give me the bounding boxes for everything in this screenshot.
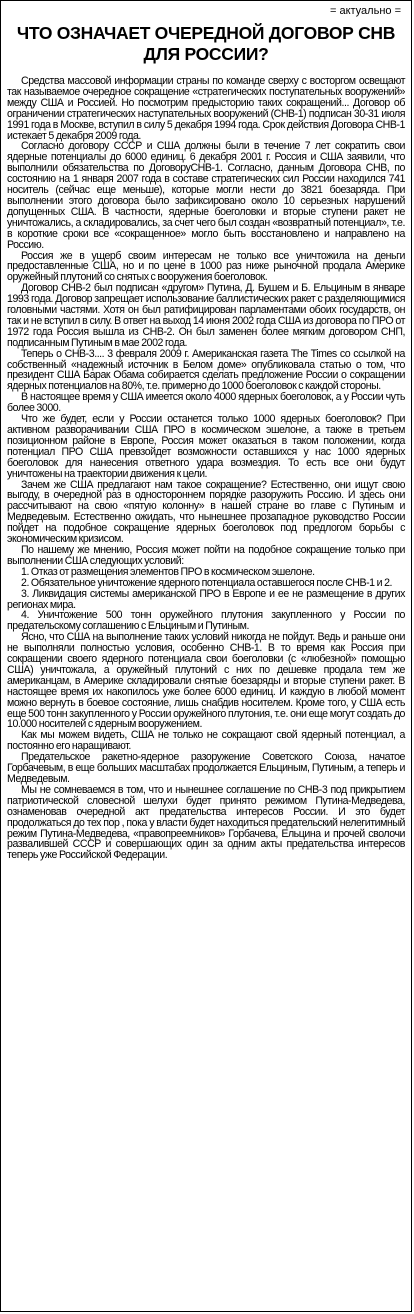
condition-item-3: 3. Ликвидация системы американской ПРО в Европе и ее не размещение в других регионах мира. [7,587,405,611]
paragraph-conclusion: Мы не сомневаемся в том, что и нынешнее соглашение по СНВ-3 под прикрытием патриотической словесной шелухи будет принято режимом Путина-Медведева, ознаменовав очередной акт предательства интересов России. И это будет продолжаться до тех пор , пока у власти будет находиться предательский нелегитимный режим Путина-Медведева, «правопреемников» Горбачева, Ельцина и прочей сволочи развалившей СССР и совершающих один за одним акты предательства интересов теперь уже Российской Федерации. [7,783,405,862]
paragraph-consequences: Что же будет, если у России останется только 1000 ядерных боеголовок? При активном разворачивании США ПРО в космическом эшелоне, а также в третьем позиционном районе в Европе, Россия может оказаться в таком положении, когда потенциал ПРО США превзойдет возможности оставшихся у нас 1000 ядерных боеголовок для нанесения ответного удара возмездия. То есть все они будут уничтожены на траектории движения к цели. [7,413,405,480]
paragraph-usa-refusal: Ясно, что США на выполнение таких условий никогда не пойдут. Ведь и раньше они не выполняли полностью условия, особенно СНВ-1. В то время как Россия при сокращении своего ядерного потенциала свои боеголовки (с «любезной» помощью США) уничтожала, а оружейный плутоний с них по дешевке продала тем же американцам, в Америке складировали снятые боезаряды и вторые ступени ракет. В настоящее время их накопилось уже более 6000 единиц. И каждую в любой момент можно вернуть в боевое состояние, лишь снабдив носителем. Кроме того, у США есть еще 500 тонн закупленного у России оружейного плутония, т.е. они еще могут создать до 10.000 носителей с ядерным вооружением. [7,631,405,731]
condition-item-4: 4. Уничтожение 500 тонн оружейного плутония закупленного у России по предательскому соглашению с Ельциным и Путиным. [7,609,405,633]
condition-item-2: 2. Обязательное уничтожение ядерного потенциала оставшегося после СНВ-1 и 2. [21,576,392,589]
paragraph-snv2: Договор СНВ-2 был подписан «другом» Путина, Д. Бушем и Б. Ельциным в январе 1993 года. Договор запрещает использование баллистических ракет с разделяющимися головными частями. Хотя он был ратифицирован парламентами обоих государств, он так и не вступил в силу. В ответ на выход 14 июня 2002 года США из договора по ПРО от 1972 года Россия вышла из СНВ-2. Он был заменен более мягким договором СНП, подписанным Путиным в мае 2002 года. [7,282,405,349]
paragraph-intro: Средства массовой информации страны по команде сверху с восторгом освещают так называемое очередное сокращение «стратегических поступательных вооружений» между США и Россией. Но посмотрим предысторию таких сокращений... Договор об ограничении стратегических наступательных вооружений (СНВ-1) подписан 30-31 июля 1991 года в Москве, вступил в силу 5 декабря 1994 года. Срок действия Договора СНВ-1 истекает 5 декабря 2009 года. [7,75,405,142]
paragraph-snv1: Согласно договору СССР и США должны были в течение 7 лет сократить свои ядерные потенциалы до 6000 единиц. 6 декабря 2001 г. Россия и США заявили, что выполнили обязательства по ДоговоруСНВ-1. Согласно, данным Договора СНВ, по состоянию на 1 января 2007 года в составе стратегических сил России находился 741 носитель (сейчас еще меньше), которые могли нести до 3821 боезаряда. При выполнении этого договора было зафиксировано около 10 серьезных нарушений допущенных США. В частности, ядерные боеголовки и вторые ступени ракет не уничтожались, а складировались, за счет чего был создан «возвратный потенциал», т.е. в короткие сроки все «сокращенное» могло быть восстановлено и направлено на Россию. [7,140,405,251]
paragraph-snv3: Теперь о СНВ-3.... 3 февраля 2009 г. Американская газета The Times со ссылкой на собственный «надежный источник в Белом доме» опубликовала статью о том, что президент США Барак Обама собирается сделать предложение России о сокращении ядерных потенциалов на 80%, т.е. примерно до 1000 боеголовок с каждой стороны. [7,347,405,393]
article-body [7,76,405,861]
paragraph-conditions-intro: По нашему же мнению, Россия может пойти на подобное сокращение только при выполнении США следующих условий: [7,543,405,567]
article-title: ЧТО ОЗНАЧАЕТ ОЧЕРЕДНОЙ ДОГОВОР СНВ ДЛЯ РОССИИ? [16,23,396,64]
section-tag: = актуально = [329,5,401,17]
condition-item-1: 1. Отказ от размещения элементов ПРО в космическом эшелоне. [21,565,315,578]
paragraph-motives: Зачем же США предлагают нам такое сокращение? Естественно, они ищут свою выгоду, в очередной раз в одностороннем порядке разоружить Россию. И здесь они рассчитывают на свою «пятую колонну» в нашей стране во главе с Путиным и Медведевым. Естественно ожидать, что нынешнее прозападное руководство России пойдет на подобное сокращение ядерных боеголовок под предлогом борьбы с экономическим кризисом. [7,478,405,546]
paragraph-plutonium: Россия же в ущерб своим интересам не только все уничтожила на деньги предоставленные США, но и по цене в 1000 раз ниже рыночной продала Америке оружейный плутоний со снятых с вооружения боеголовок. [7,249,405,284]
paragraph-current-arsenal: В настоящее время у США имеется около 4000 ядерных боеголовок, а у России чуть более 3000. [7,391,405,415]
paragraph-buildup: Как мы можем видеть, США не только не сокращают свой ядерный потенциал, а постоянно его наращивают. [7,729,405,753]
paragraph-disarmament: Предательское ракетно-ядерное разоружение Советского Союза, начатое Горбачевым, в еще больших масштабах продолжается Ельциным, Путиным, а теперь и Медведевым. [7,751,405,785]
